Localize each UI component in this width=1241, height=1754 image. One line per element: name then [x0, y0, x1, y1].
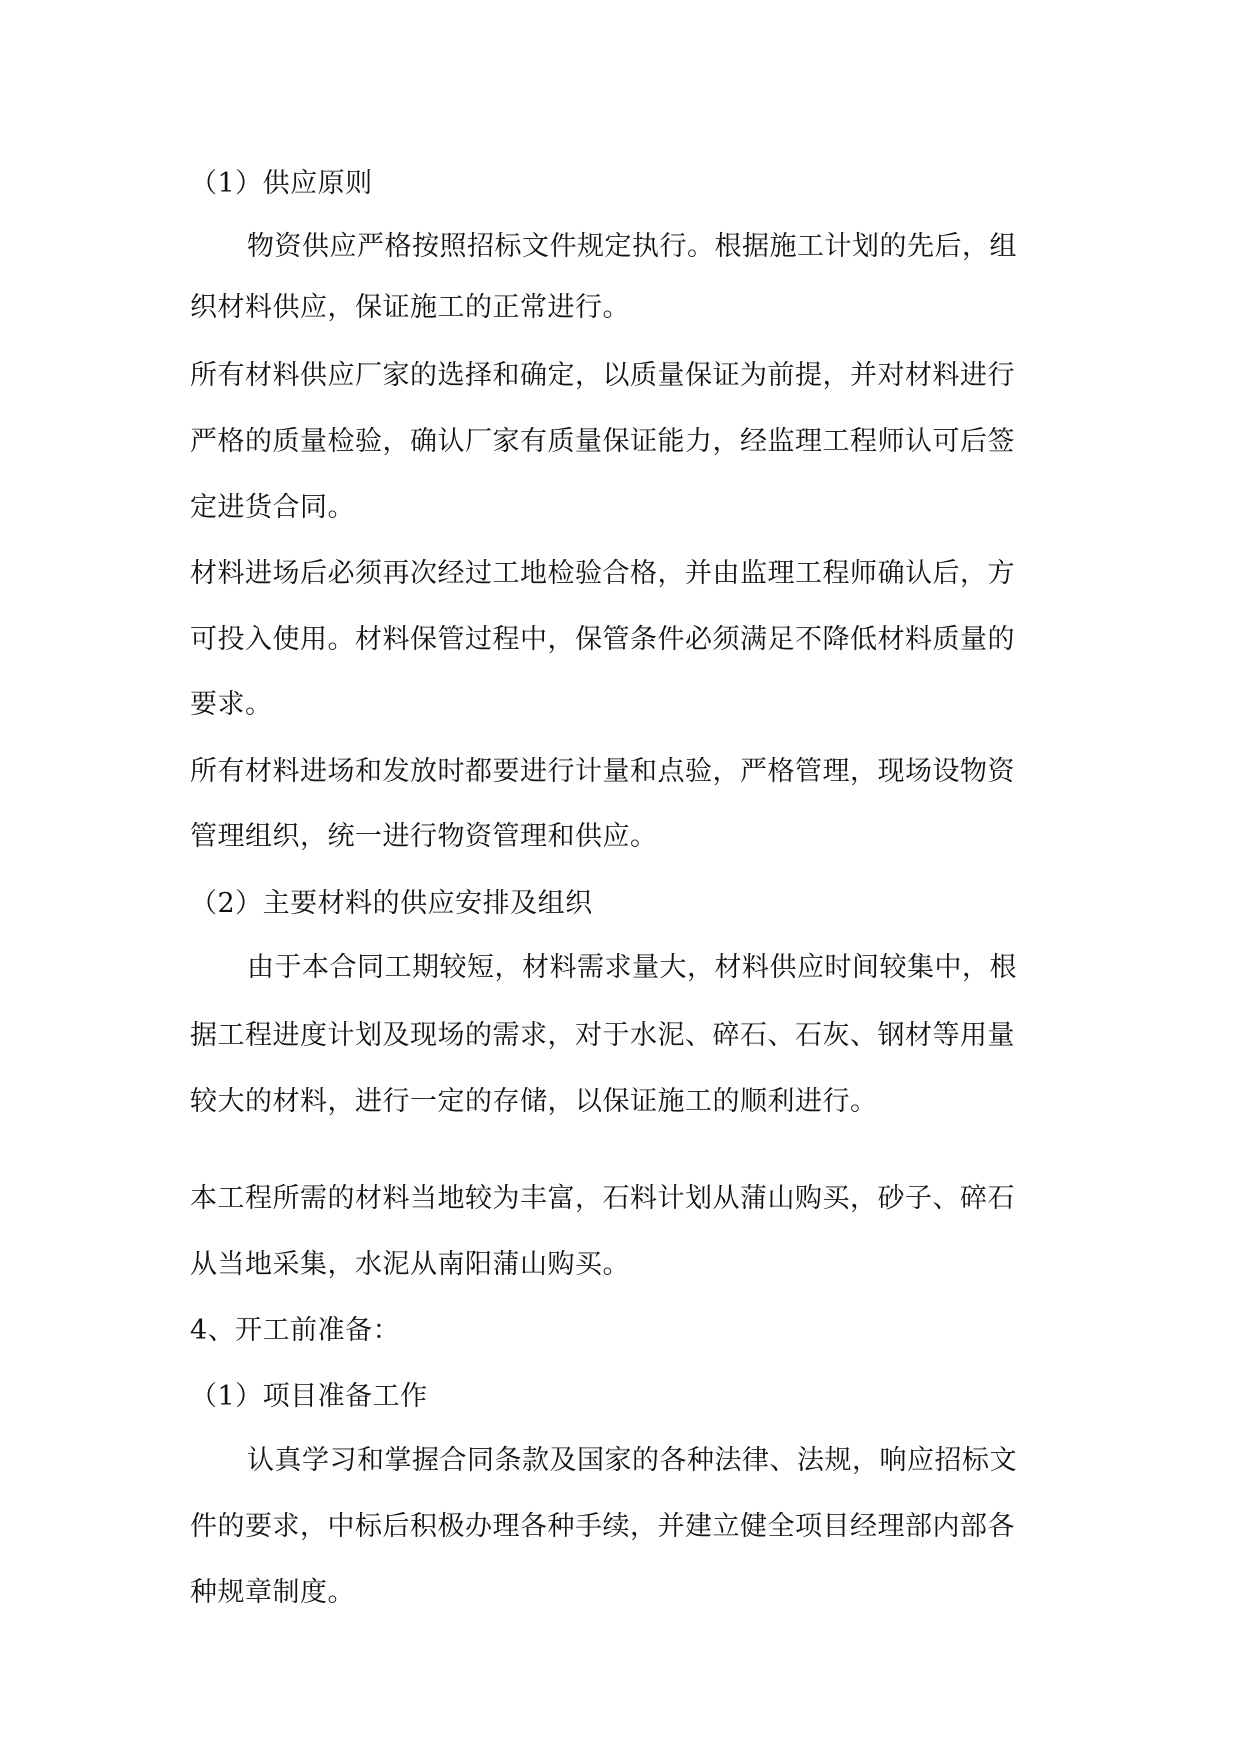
- paragraph-line: 由于本合同工期较短，材料需求量大，材料供应时间较集中，根: [247, 952, 1017, 983]
- paragraph-line: 认真学习和掌握合同条款及国家的各种法律、法规，响应招标文: [247, 1445, 1017, 1476]
- section-heading-project-preparation: （1）项目准备工作: [190, 1381, 428, 1412]
- section-heading-pre-construction: 4、开工前准备：: [190, 1315, 401, 1346]
- paragraph-line: 较大的材料，进行一定的存储，以保证施工的顺利进行。: [190, 1086, 878, 1117]
- paragraph-line: 据工程进度计划及现场的需求，对于水泥、碎石、石灰、钢材等用量: [190, 1020, 1015, 1051]
- paragraph-line: 从当地采集，水泥从南阳蒲山购买。: [190, 1249, 630, 1280]
- paragraph-line: 可投入使用。材料保管过程中，保管条件必须满足不降低材料质量的: [190, 624, 1015, 655]
- paragraph-line: 本工程所需的材料当地较为丰富，石料计划从蒲山购买，砂子、碎石: [190, 1183, 1015, 1214]
- paragraph-line: 定进货合同。: [190, 492, 355, 523]
- paragraph-line: 管理组织，统一进行物资管理和供应。: [190, 821, 658, 852]
- paragraph-line: 所有材料供应厂家的选择和确定，以质量保证为前提，并对材料进行: [190, 360, 1015, 391]
- section-heading-supply-principle: （1）供应原则: [190, 168, 373, 199]
- section-heading-material-arrangement: （2）主要材料的供应安排及组织: [190, 888, 593, 919]
- paragraph-line: 件的要求，中标后积极办理各种手续，并建立健全项目经理部内部各: [190, 1511, 1015, 1542]
- paragraph-line: 所有材料进场和发放时都要进行计量和点验，严格管理，现场设物资: [190, 756, 1015, 787]
- paragraph-line: 材料进场后必须再次经过工地检验合格，并由监理工程师确认后，方: [190, 558, 1015, 589]
- paragraph-line: 严格的质量检验，确认厂家有质量保证能力，经监理工程师认可后签: [190, 426, 1015, 457]
- paragraph-line: 要求。: [190, 689, 273, 720]
- paragraph-line: 物资供应严格按照招标文件规定执行。根据施工计划的先后，组: [247, 231, 1017, 262]
- paragraph-line: 种规章制度。: [190, 1577, 355, 1608]
- paragraph-line: 织材料供应，保证施工的正常进行。: [190, 292, 630, 323]
